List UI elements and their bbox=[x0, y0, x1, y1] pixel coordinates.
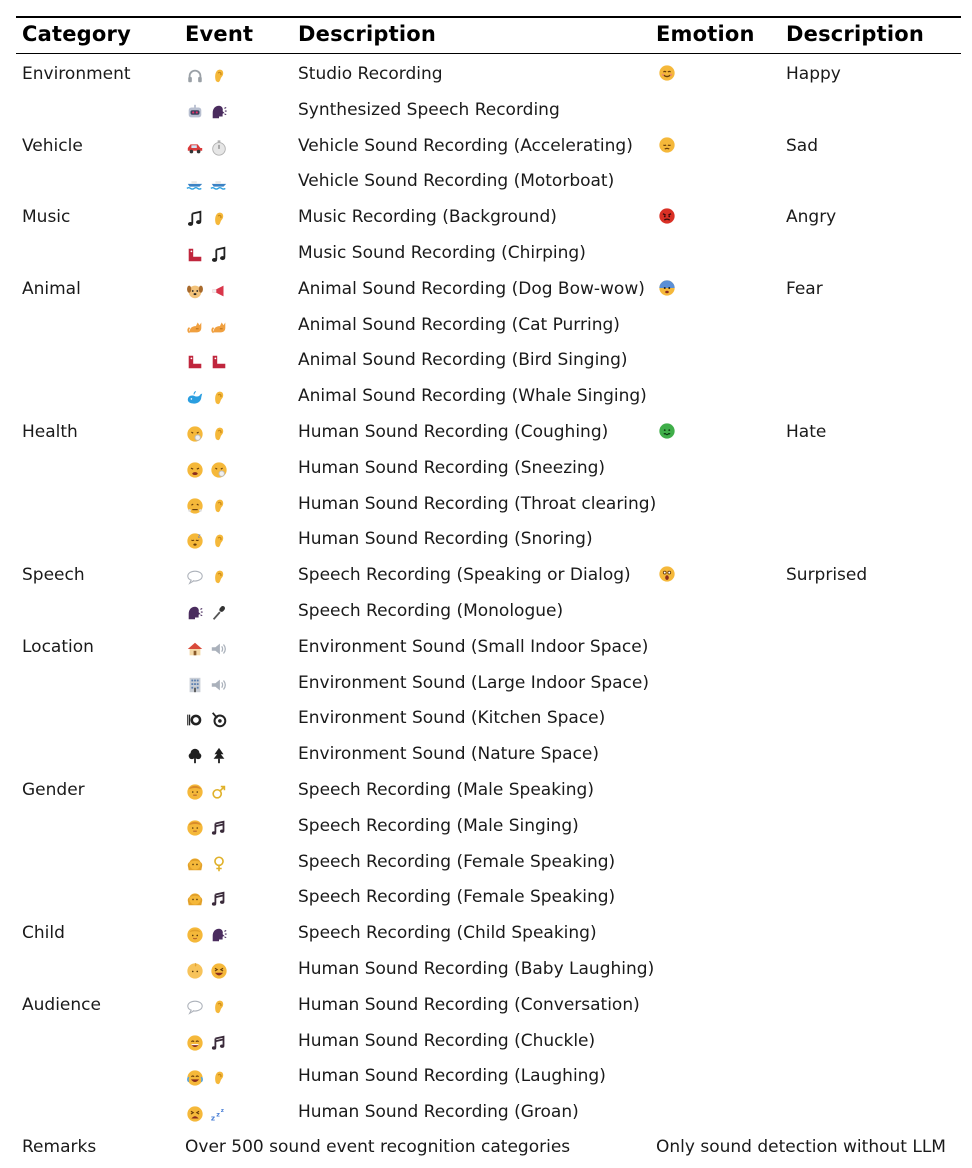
speaker-icon bbox=[210, 676, 228, 694]
pensive-face-icon bbox=[658, 136, 678, 156]
row-description: Human Sound Recording (Throat clearing) bbox=[298, 494, 657, 514]
row-event-icons bbox=[186, 423, 234, 445]
row-category: Animal bbox=[22, 279, 81, 299]
row-event-icons bbox=[186, 996, 234, 1018]
speaking-head-icon bbox=[210, 103, 228, 121]
row-category: Gender bbox=[22, 780, 85, 800]
headphones-icon bbox=[186, 67, 204, 85]
dog-face-icon bbox=[186, 282, 204, 300]
header-emotion: Emotion bbox=[656, 22, 755, 46]
coughing-face-icon bbox=[186, 425, 204, 443]
row-event-icons bbox=[186, 351, 234, 373]
whale-icon bbox=[186, 389, 204, 407]
microphone-icon bbox=[210, 604, 228, 622]
speech-balloon-icon bbox=[186, 568, 204, 586]
ear-icon bbox=[210, 497, 228, 515]
table-top-rule bbox=[16, 16, 961, 18]
row-description: Environment Sound (Small Indoor Space) bbox=[298, 637, 649, 657]
woman-icon bbox=[186, 890, 204, 908]
row-description: Environment Sound (Kitchen Space) bbox=[298, 708, 606, 728]
row-category: Environment bbox=[22, 64, 131, 84]
ear-icon bbox=[210, 425, 228, 443]
row-event-icons bbox=[186, 745, 234, 767]
man-icon bbox=[186, 819, 204, 837]
musical-note-icon bbox=[210, 246, 228, 264]
row-event-icons bbox=[186, 853, 234, 875]
stove-icon bbox=[210, 711, 228, 729]
ear-icon bbox=[210, 67, 228, 85]
row-event-icons bbox=[186, 566, 234, 588]
row-emotion-label: Surprised bbox=[786, 565, 868, 585]
grinning-face-icon bbox=[186, 1034, 204, 1052]
ear-icon bbox=[210, 532, 228, 550]
musical-notes-icon bbox=[210, 819, 228, 837]
row-category: Speech bbox=[22, 565, 85, 585]
row-event-icons bbox=[186, 316, 234, 338]
row-description: Human Sound Recording (Laughing) bbox=[298, 1066, 606, 1086]
woman-icon bbox=[186, 855, 204, 873]
sneezing-face-icon bbox=[186, 461, 204, 479]
bird-icon bbox=[186, 353, 204, 371]
motorboat-icon bbox=[210, 174, 228, 192]
row-event-icons bbox=[186, 1067, 234, 1089]
bird-icon bbox=[210, 353, 228, 371]
row-event-icons bbox=[186, 674, 234, 696]
row-event-icons bbox=[186, 781, 234, 803]
row-event-icons bbox=[186, 137, 234, 159]
row-category: Audience bbox=[22, 995, 101, 1015]
header-category: Category bbox=[22, 22, 131, 46]
row-event-icons bbox=[186, 530, 234, 552]
speaking-head-icon bbox=[210, 926, 228, 944]
ear-icon bbox=[210, 1069, 228, 1087]
row-description: Speech Recording (Female Speaking) bbox=[298, 852, 616, 872]
remarks-emotion: Only sound detection without LLM bbox=[656, 1137, 946, 1157]
row-category: Health bbox=[22, 422, 78, 442]
row-event-icons bbox=[186, 101, 234, 123]
header-emotion-description: Description bbox=[786, 22, 925, 46]
coughing-face-icon bbox=[210, 461, 228, 479]
row-description: Speech Recording (Child Speaking) bbox=[298, 923, 597, 943]
row-description: Music Recording (Background) bbox=[298, 207, 557, 227]
car-icon bbox=[186, 139, 204, 157]
cat-icon bbox=[210, 318, 228, 336]
svg-text:z: z bbox=[216, 1111, 220, 1119]
house-icon bbox=[186, 640, 204, 658]
row-event-icons bbox=[186, 387, 234, 409]
musical-notes-icon bbox=[210, 890, 228, 908]
tree-icon bbox=[186, 747, 204, 765]
row-emotion-label: Fear bbox=[786, 279, 823, 299]
row-description: Speech Recording (Female Speaking) bbox=[298, 887, 616, 907]
row-description: Speech Recording (Speaking or Dialog) bbox=[298, 565, 631, 585]
row-description: Human Sound Recording (Groan) bbox=[298, 1102, 579, 1122]
speaker-icon bbox=[210, 640, 228, 658]
row-category: Vehicle bbox=[22, 136, 83, 156]
plate-icon bbox=[186, 711, 204, 729]
row-emotion-label: Angry bbox=[786, 207, 837, 227]
ear-icon bbox=[210, 389, 228, 407]
row-description: Animal Sound Recording (Dog Bow-wow) bbox=[298, 279, 645, 299]
row-event-icons bbox=[186, 709, 234, 731]
row-event-icons bbox=[186, 960, 234, 982]
row-event-icons bbox=[186, 1032, 234, 1054]
row-event-icons bbox=[186, 459, 234, 481]
row-event-icons bbox=[186, 172, 234, 194]
svg-text:z: z bbox=[220, 1107, 224, 1114]
row-description: Vehicle Sound Recording (Motorboat) bbox=[298, 171, 615, 191]
row-description: Human Sound Recording (Chuckle) bbox=[298, 1031, 596, 1051]
row-emotion-label: Sad bbox=[786, 136, 818, 156]
office-building-icon bbox=[186, 676, 204, 694]
table-header-rule bbox=[16, 53, 961, 54]
ear-icon bbox=[210, 568, 228, 586]
sleeping-face-icon bbox=[186, 532, 204, 550]
row-emotion-label: Happy bbox=[786, 64, 841, 84]
tears-of-joy-face-icon bbox=[186, 1069, 204, 1087]
speaking-head-icon bbox=[186, 604, 204, 622]
row-description: Speech Recording (Male Speaking) bbox=[298, 780, 594, 800]
row-description: Human Sound Recording (Sneezing) bbox=[298, 458, 606, 478]
child-icon bbox=[186, 926, 204, 944]
speech-balloon-icon bbox=[186, 998, 204, 1016]
musical-notes-icon bbox=[210, 1034, 228, 1052]
robot-icon bbox=[186, 103, 204, 121]
remarks-label: Remarks bbox=[22, 1137, 97, 1157]
row-description: Studio Recording bbox=[298, 64, 443, 84]
row-event-icons bbox=[186, 244, 234, 266]
steaming-face-icon bbox=[186, 497, 204, 515]
row-category: Location bbox=[22, 637, 94, 657]
baby-icon bbox=[186, 962, 204, 980]
row-category: Music bbox=[22, 207, 71, 227]
female-sign-icon bbox=[210, 855, 228, 873]
row-event-icons bbox=[186, 602, 234, 624]
row-description: Vehicle Sound Recording (Accelerating) bbox=[298, 136, 633, 156]
row-description: Human Sound Recording (Baby Laughing) bbox=[298, 959, 655, 979]
row-event-icons bbox=[186, 208, 234, 230]
row-event-icons bbox=[186, 638, 234, 660]
row-description: Music Sound Recording (Chirping) bbox=[298, 243, 586, 263]
row-description: Speech Recording (Monologue) bbox=[298, 601, 564, 621]
row-description: Human Sound Recording (Snoring) bbox=[298, 529, 593, 549]
remarks-event: Over 500 sound event recognition categories bbox=[185, 1137, 571, 1157]
male-sign-icon bbox=[210, 783, 228, 801]
row-description: Environment Sound (Large Indoor Space) bbox=[298, 673, 649, 693]
row-event-icons bbox=[186, 888, 234, 910]
row-event-icons bbox=[186, 65, 234, 87]
header-description: Description bbox=[298, 22, 437, 46]
row-description: Speech Recording (Male Singing) bbox=[298, 816, 579, 836]
man-icon bbox=[186, 783, 204, 801]
nauseated-face-icon bbox=[658, 422, 678, 442]
row-event-icons bbox=[186, 280, 234, 302]
row-description: Animal Sound Recording (Cat Purring) bbox=[298, 315, 620, 335]
laughing-face-icon bbox=[210, 962, 228, 980]
row-event-icons bbox=[186, 817, 234, 839]
row-emotion-label: Hate bbox=[786, 422, 827, 442]
megaphone-icon bbox=[210, 282, 228, 300]
fearful-face-icon bbox=[658, 279, 678, 299]
row-description: Human Sound Recording (Conversation) bbox=[298, 995, 640, 1015]
row-event-icons bbox=[186, 495, 234, 517]
ear-icon bbox=[210, 210, 228, 228]
ear-icon bbox=[210, 998, 228, 1016]
bird-icon bbox=[186, 246, 204, 264]
smiling-face-icon bbox=[658, 64, 678, 84]
cat-icon bbox=[186, 318, 204, 336]
musical-note-icon bbox=[186, 210, 204, 228]
stopwatch-icon bbox=[210, 139, 228, 157]
row-description: Synthesized Speech Recording bbox=[298, 100, 560, 120]
svg-text:z: z bbox=[197, 532, 201, 539]
svg-text:z: z bbox=[210, 1112, 216, 1122]
row-description: Animal Sound Recording (Whale Singing) bbox=[298, 386, 647, 406]
zzz-icon bbox=[210, 1105, 228, 1123]
header-event: Event bbox=[185, 22, 254, 46]
row-description: Environment Sound (Nature Space) bbox=[298, 744, 600, 764]
evergreen-tree-icon bbox=[210, 747, 228, 765]
row-event-icons bbox=[186, 924, 234, 946]
row-category: Child bbox=[22, 923, 65, 943]
angry-face-icon bbox=[658, 207, 678, 227]
astonished-face-icon bbox=[658, 565, 678, 585]
row-event-icons bbox=[186, 1103, 234, 1125]
row-description: Animal Sound Recording (Bird Singing) bbox=[298, 350, 628, 370]
tired-face-icon bbox=[186, 1105, 204, 1123]
row-description: Human Sound Recording (Coughing) bbox=[298, 422, 609, 442]
motorboat-icon bbox=[186, 174, 204, 192]
